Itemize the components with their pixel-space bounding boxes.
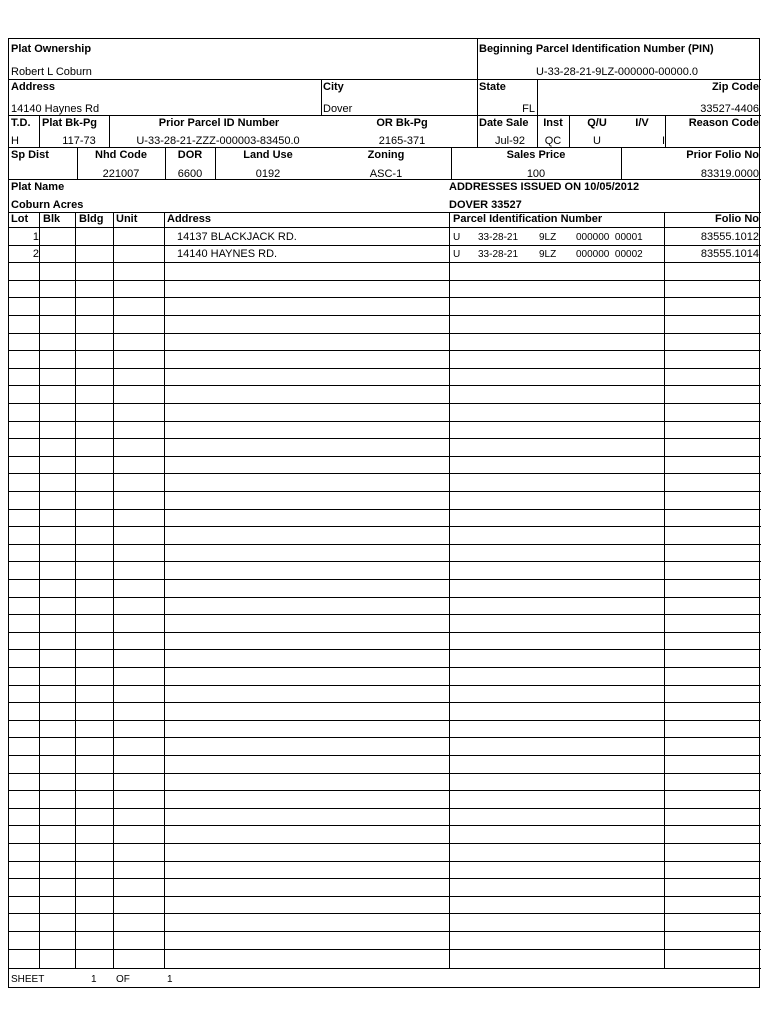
pin-label: Beginning Parcel Identification Number (PIN)	[479, 43, 714, 55]
grid-row-line	[9, 561, 761, 562]
plat-ownership-label: Plat Ownership	[11, 43, 92, 55]
or-bkpg-value: 2165-371	[378, 135, 426, 147]
zoning-label: Zoning	[367, 149, 405, 161]
grid-row-line	[9, 262, 761, 263]
grid-row-line	[9, 280, 761, 281]
col-unit: Unit	[116, 213, 138, 225]
sales-price-label: Sales Price	[506, 149, 566, 161]
grid-column-line	[449, 212, 450, 968]
grid-column-line	[164, 212, 165, 968]
grid-row-line	[9, 878, 761, 879]
grid-row-line	[9, 896, 761, 897]
zoning-value: ASC-1	[369, 168, 403, 180]
grid-column-line	[664, 212, 665, 968]
sheet-total: 1	[167, 974, 173, 985]
prior-parcel-label: Prior Parcel ID Number	[158, 117, 280, 129]
grid-row-line	[9, 949, 761, 950]
land-use-value: 0192	[255, 168, 281, 180]
plat-bkpg-value: 117-73	[62, 135, 96, 147]
col-parcel-id: Parcel Identification Number	[453, 213, 603, 225]
sheet-label: SHEET	[11, 974, 45, 985]
grid-column-line	[39, 212, 40, 968]
grid-row-line	[9, 790, 761, 791]
address-value: 14140 Haynes Rd	[11, 103, 100, 115]
grid-row-line	[9, 544, 761, 545]
city-label: City	[323, 81, 344, 93]
col-folio: Folio No	[715, 213, 759, 225]
col-lot: Lot	[11, 213, 29, 225]
of-label: OF	[116, 974, 130, 985]
iv-label: I/V	[635, 117, 649, 129]
sp-dist-label: Sp Dist	[11, 149, 49, 161]
state-label: State	[479, 81, 506, 93]
grid-column-line	[113, 212, 114, 968]
pin-value: U-33-28-21-9LZ-000000-00000.0	[535, 66, 699, 78]
date-sale-value: Jul-92	[495, 135, 525, 147]
grid-column-line	[75, 212, 76, 968]
row-lot: 2	[32, 248, 39, 260]
nhd-code-label: Nhd Code	[95, 149, 147, 161]
col-bldg: Bldg	[79, 213, 104, 225]
sales-price-value: 100	[526, 168, 546, 180]
grid-row-line	[9, 350, 761, 351]
grid-row-line	[9, 808, 761, 809]
grid-row-line	[9, 509, 761, 510]
row-pin-prefix: U	[453, 232, 461, 243]
col-blk: Blk	[43, 213, 61, 225]
grid-row-line	[9, 755, 761, 756]
addresses-issued-text: ADDRESSES ISSUED ON 10/05/2012	[449, 181, 640, 193]
grid-row-line	[9, 456, 761, 457]
grid-row-line	[9, 297, 761, 298]
grid-row-line	[9, 825, 761, 826]
plat-name-label: Plat Name	[11, 181, 65, 193]
grid-row-line	[9, 667, 761, 668]
iv-value: I	[661, 135, 665, 147]
grid-row-line	[9, 773, 761, 774]
row-pin-c: 000000 00002	[576, 249, 643, 260]
zip-label: Zip Code	[711, 81, 759, 93]
row-folio: 83555.1014	[700, 248, 759, 260]
grid-row-line	[9, 649, 761, 650]
inst-value: QC	[544, 135, 562, 147]
grid-row-line	[9, 685, 761, 686]
grid-row-line	[9, 245, 761, 246]
state-value: FL	[522, 103, 535, 115]
grid-row-line	[9, 491, 761, 492]
grid-row-line	[9, 526, 761, 527]
prior-folio-value: 83319.0000	[700, 168, 759, 180]
prior-parcel-value: U-33-28-21-ZZZ-000003-83450.0	[136, 135, 300, 147]
grid-row-line	[9, 861, 761, 862]
grid-row-line	[9, 403, 761, 404]
grid-row-line	[9, 438, 761, 439]
grid-row-line	[9, 368, 761, 369]
plat-bkpg-label: Plat Bk-Pg	[42, 117, 98, 129]
td-label: T.D.	[11, 117, 31, 129]
grid-row-line	[9, 720, 761, 721]
owner-name: Robert L Coburn	[11, 66, 92, 78]
grid-row-line	[9, 737, 761, 738]
col-address: Address	[167, 213, 212, 225]
grid-row-line	[9, 614, 761, 615]
grid-row-line	[9, 597, 761, 598]
qu-value: U	[593, 135, 601, 147]
row-pin-a: 33-28-21	[478, 232, 519, 243]
row-pin-b: 9LZ	[539, 232, 557, 243]
grid-row-line	[9, 931, 761, 932]
issued-city: DOVER 33527	[449, 199, 522, 211]
grid-row-line	[9, 913, 761, 914]
row-lot: 1	[32, 231, 39, 243]
sheet-number: 1	[91, 974, 97, 985]
dor-label: DOR	[177, 149, 203, 161]
land-use-label: Land Use	[243, 149, 293, 161]
dor-value: 6600	[177, 168, 203, 180]
grid-row-line	[9, 473, 761, 474]
row-pin-c: 000000 00001	[576, 232, 643, 243]
row-address: 14137 BLACKJACK RD.	[177, 231, 297, 243]
grid-row-line	[9, 632, 761, 633]
grid-row-line	[9, 579, 761, 580]
reason-code-label: Reason Code	[688, 117, 759, 129]
row-pin-a: 33-28-21	[478, 249, 519, 260]
row-pin-prefix: U	[453, 249, 461, 260]
td-value: H	[11, 135, 19, 147]
city-value: Dover	[323, 103, 353, 115]
date-sale-label: Date Sale	[479, 117, 529, 129]
plat-ownership-form	[8, 38, 760, 988]
grid-row-line	[9, 385, 761, 386]
grid-row-line	[9, 702, 761, 703]
row-folio: 83555.1012	[700, 231, 759, 243]
or-bkpg-label: OR Bk-Pg	[376, 117, 428, 129]
nhd-code-value: 221007	[102, 168, 140, 180]
address-label: Address	[11, 81, 56, 93]
grid-row-line	[9, 315, 761, 316]
grid-row-line	[9, 333, 761, 334]
zip-value: 33527-4406	[700, 103, 759, 115]
row-pin-b: 9LZ	[539, 249, 557, 260]
grid-row-line	[9, 421, 761, 422]
inst-label: Inst	[543, 117, 563, 129]
plat-name-value: Coburn Acres	[11, 199, 84, 211]
qu-label: Q/U	[587, 117, 607, 129]
prior-folio-label: Prior Folio No	[686, 149, 759, 161]
grid-row-line	[9, 843, 761, 844]
row-address: 14140 HAYNES RD.	[177, 248, 278, 260]
